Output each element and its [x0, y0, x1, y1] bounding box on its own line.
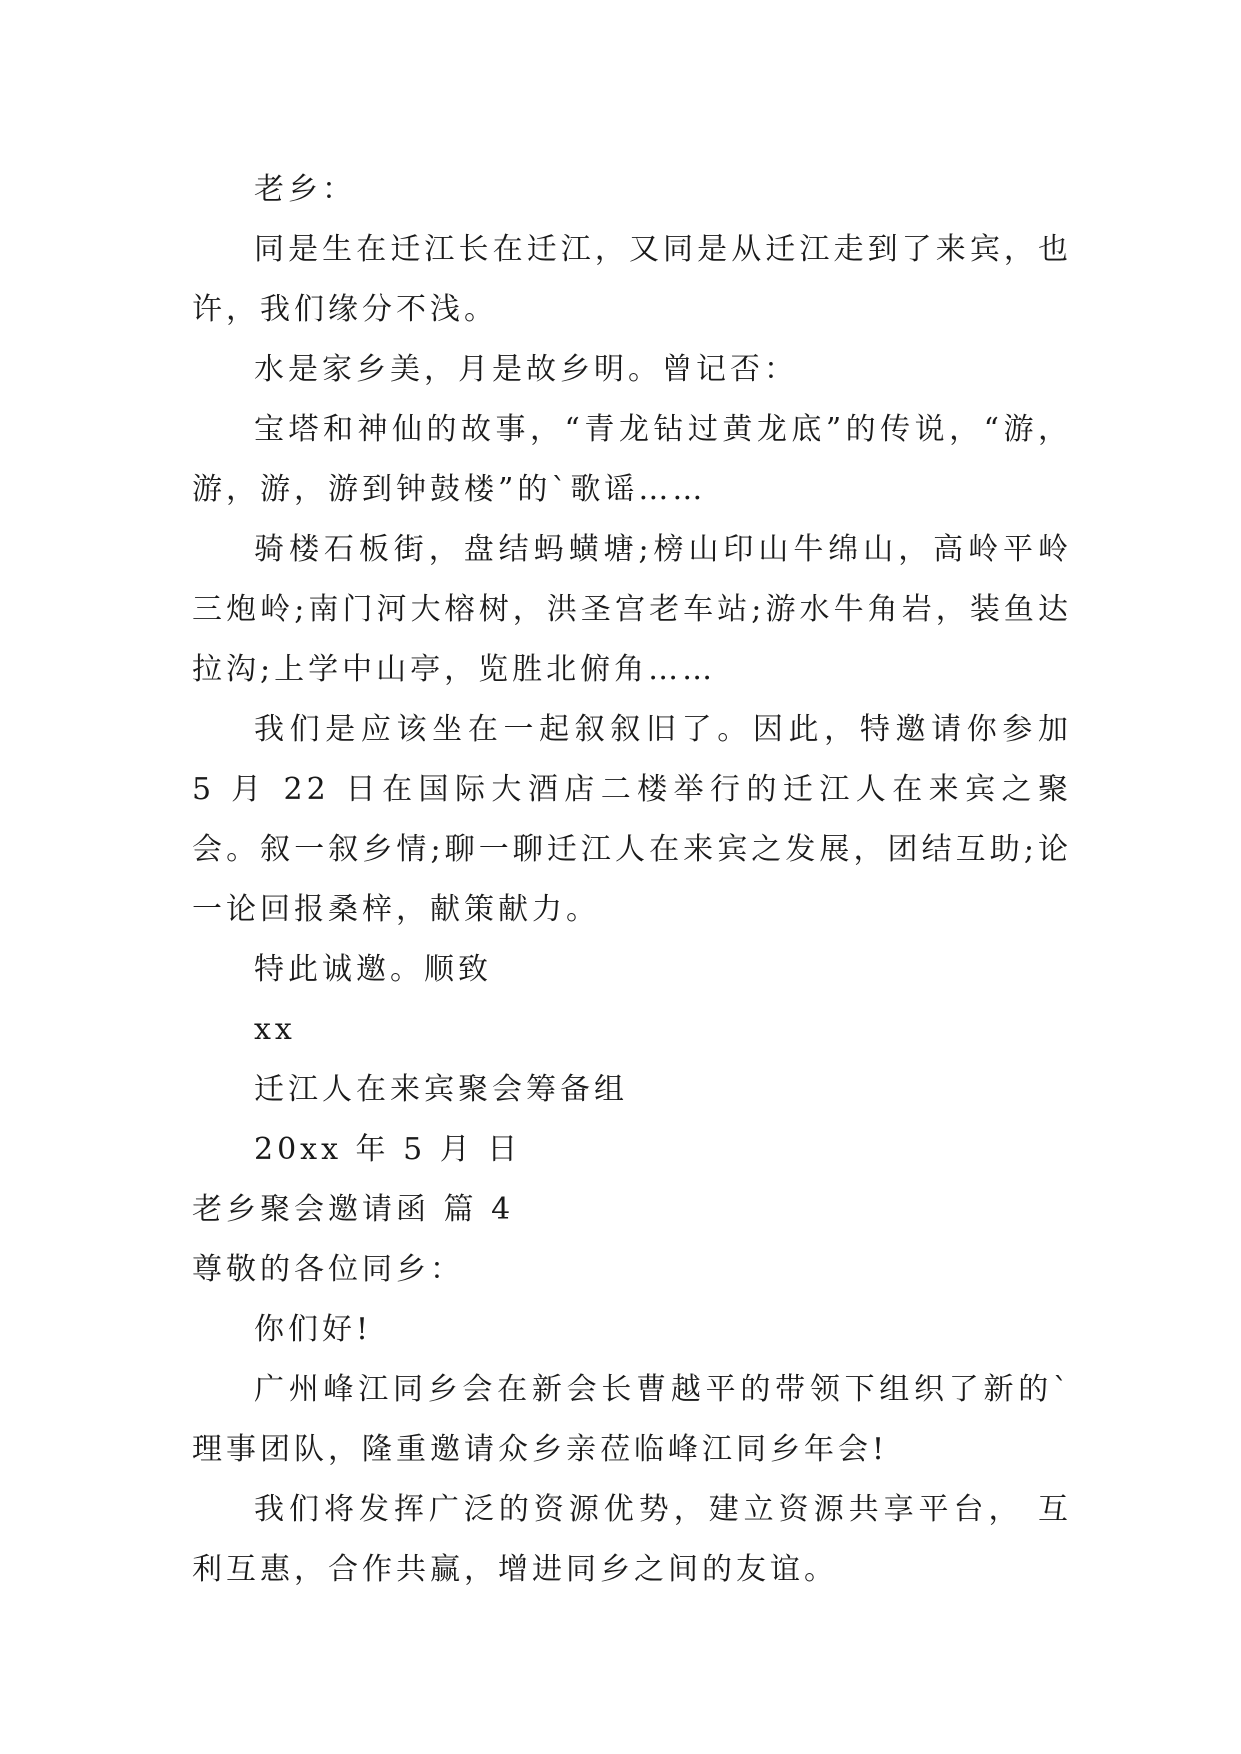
- body-paragraph: 宝塔和神仙的故事，“青龙钻过黄龙底”的传说，“游，游，游，游到钟鼓楼”的`歌谣……: [192, 412, 1072, 507]
- body-paragraph: 广州峰江同乡会在新会长曹越平的带领下组织了新的`理事团队，隆重邀请众乡亲莅临峰江同乡年会!: [192, 1372, 1072, 1467]
- section-heading: 老乡聚会邀请函 篇 4: [192, 1192, 515, 1227]
- body-paragraph: 我们将发挥广泛的资源优势，建立资源共享平台， 互利互惠，合作共赢，增进同乡之间的友谊。: [192, 1492, 1072, 1587]
- signature-organizer: 迁江人在来宾聚会筹备组: [254, 1072, 628, 1107]
- greeting: 你们好!: [254, 1312, 373, 1347]
- body-paragraph: 同是生在迁江长在迁江，又同是从迁江走到了来宾，也许，我们缘分不浅。: [192, 232, 1072, 327]
- closing-line: xx: [254, 1012, 296, 1047]
- closing-line: 特此诚邀。顺致: [254, 952, 492, 987]
- body-paragraph: 水是家乡美，月是故乡明。曾记否：: [254, 352, 798, 387]
- signature-date: 20xx 年 5 月 日: [254, 1132, 522, 1167]
- salutation: 尊敬的各位同乡：: [192, 1252, 464, 1287]
- salutation: 老乡：: [254, 172, 356, 207]
- body-paragraph: 我们是应该坐在一起叙叙旧了。因此，特邀请你参加 5 月 22 日在国际大酒店二楼举行的迁江人在来宾之聚会。叙一叙乡情;聊一聊迁江人在来宾之发展，团结互助;论一论回报桑梓，献策献力。: [192, 712, 1072, 927]
- document-body: [192, 160, 1072, 1600]
- body-paragraph: 骑楼石板街，盘结蚂蟥塘;榜山印山牛绵山，高岭平岭三炮岭;南门河大榕树，洪圣宫老车站;游水牛角岩，装鱼达拉沟;上学中山亭，览胜北俯角……: [192, 532, 1072, 687]
